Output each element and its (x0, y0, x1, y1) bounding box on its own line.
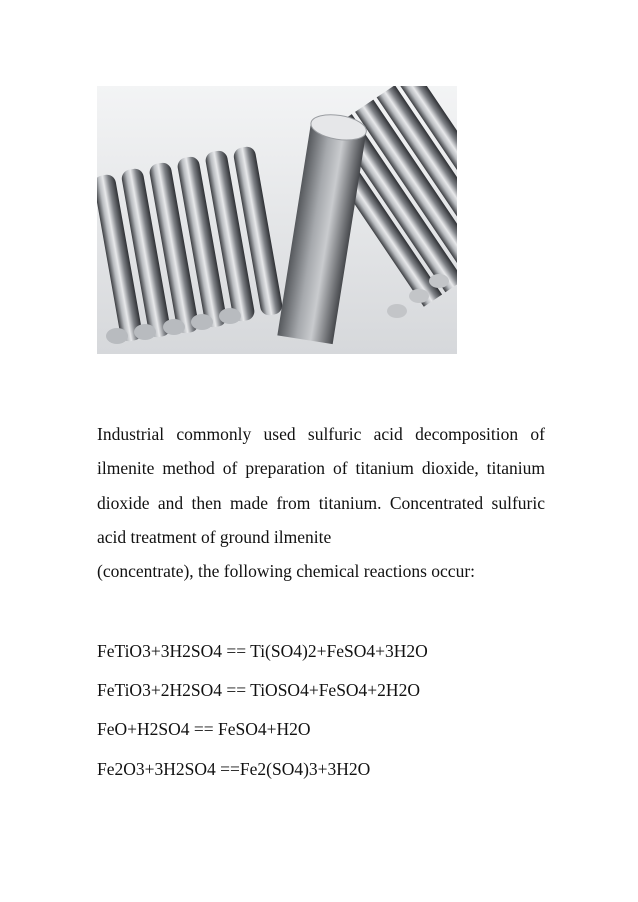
paragraph-last-line: (concentrate), the following chemical reactions occur: (97, 561, 476, 582)
body-paragraph (97, 417, 545, 588)
equation-3: FeO+H2SO4 == FeSO4+H2O (97, 719, 311, 739)
equation-2: FeTiO3+2H2SO4 == TiOSO4+FeSO4+2H2O (97, 680, 420, 700)
titanium-rods-photo (97, 86, 457, 354)
paragraph-text: Industrial commonly used sulfuric acid decomposition of ilmenite method of preparation of titanium dioxide, titanium dioxide and then made from titanium. Concentrated sulfuric acid treatment of ground ilmenite (97, 424, 545, 547)
titanium-rods-icon (97, 86, 457, 354)
equation-1: FeTiO3+3H2SO4 == Ti(SO4)2+FeSO4+3H2O (97, 641, 428, 661)
equation-4: Fe2O3+3H2SO4 ==Fe2(SO4)3+3H2O (97, 759, 371, 779)
